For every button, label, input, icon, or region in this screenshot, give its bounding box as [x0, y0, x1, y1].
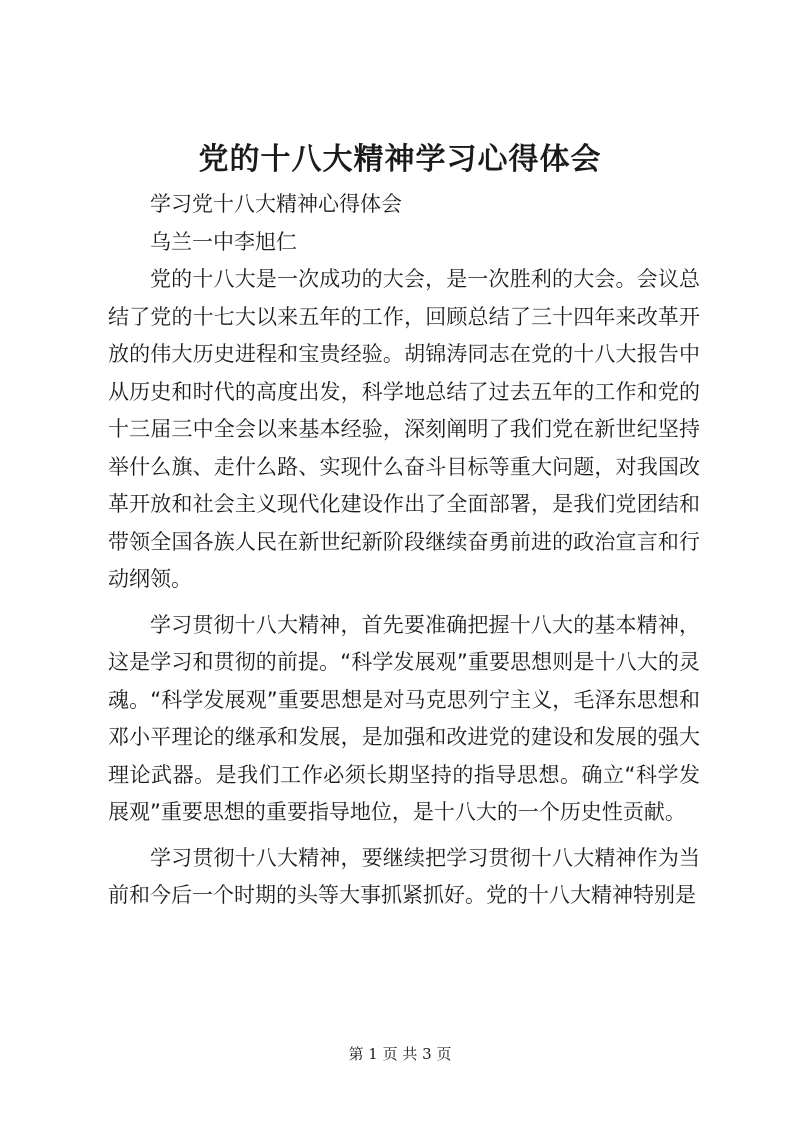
body-paragraph: 党的十八大是一次成功的大会，是一次胜利的大会。会议总结了党的十七大以来五年的工作，回顾总结了三十四年来改革开放的伟大历史进程和宝贵经验。胡锦涛同志在党的十八大报告中从历史和时代的高度出发，科学地总结了过去五年的工作和党的十三届三中全会以来基本经验，深刻阐明了我们党在新世纪坚持举什么旗、走什么路、实现什么奋斗目标等重大问题，对我国改革开放和社会主义现代化建设作出了全面部署，是我们党团结和带领全国各族人民在新世纪新阶段继续奋勇前进的政治宣言和行动纲领。 [108, 267, 700, 591]
page-number-footer: 第 1 页 共 3 页 [348, 1045, 452, 1063]
document-body [108, 186, 700, 915]
document-title: 党的十八大精神学习心得体会 [198, 142, 602, 177]
author-paragraph: 乌兰一中李旭仁 [150, 229, 297, 254]
body-paragraph: 学习贯彻十八大精神，要继续把学习贯彻十八大精神作为当前和今后一个时期的头等大事抓紧抓好。党的十八大精神特别是 [108, 845, 700, 907]
subtitle-paragraph: 学习党十八大精神心得体会 [150, 192, 402, 216]
body-paragraph: 学习贯彻十八大精神，首先要准确把握十八大的基本精神，这是学习和贯彻的前提。“科学发展观”重要思想则是十八大的灵魂。“科学发展观”重要思想是对马克思列宁主义，毛泽东思想和邓小平理论的继承和发展，是加强和改进党的建设和发展的强大理论武器。是我们工作必须长期坚持的指导思想。确立“科学发展观”重要思想的重要指导地位，是十八大的一个历史性贡献。 [108, 612, 700, 824]
